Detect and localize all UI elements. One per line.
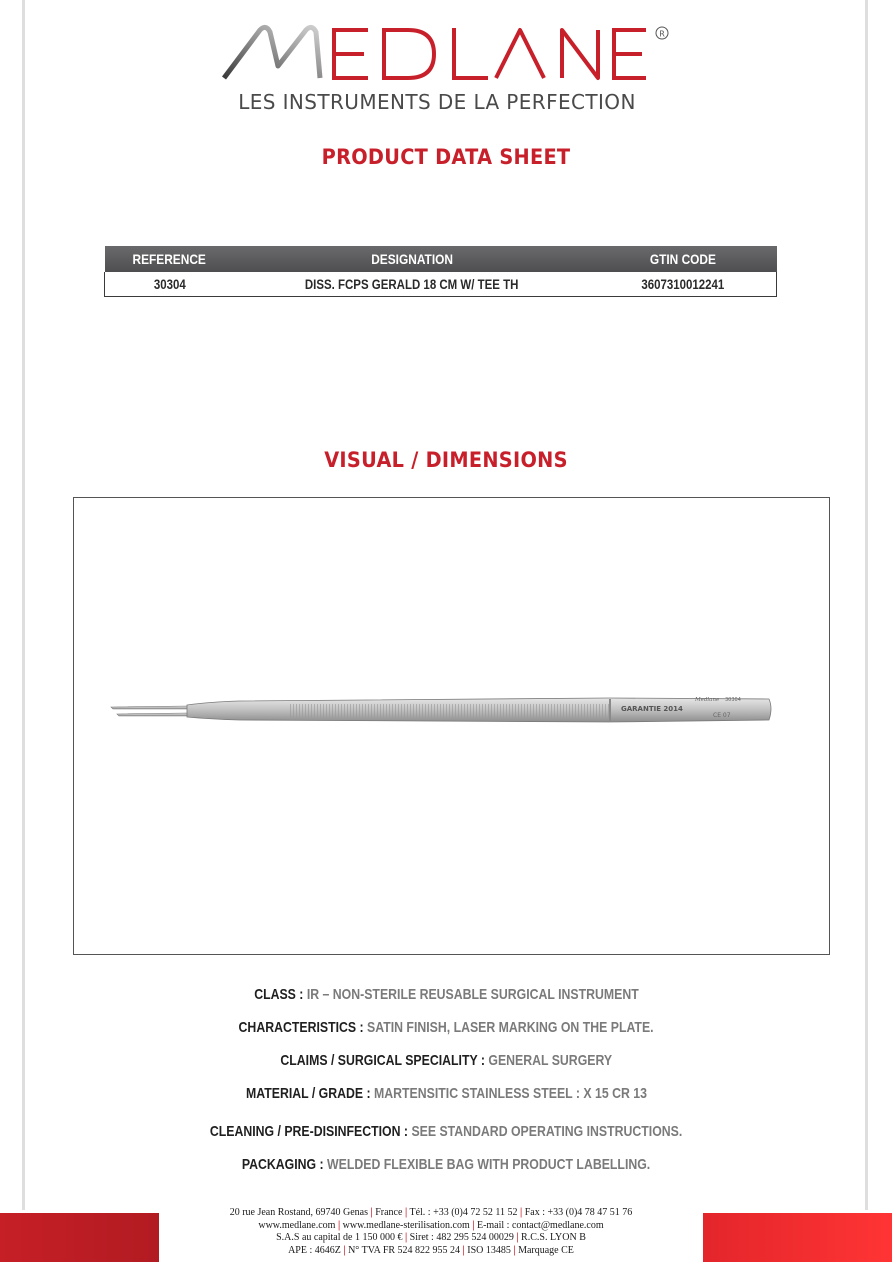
brand-tagline: LES INSTRUMENTS DE LA PERFECTION xyxy=(238,90,636,114)
medlane-wordmark-logo xyxy=(222,22,672,84)
reference-table xyxy=(104,246,777,297)
header-reference: REFERENCE xyxy=(105,246,235,272)
visual-dimensions-title: VISUAL / DIMENSIONS xyxy=(324,448,568,472)
brand-logo xyxy=(222,22,672,114)
footer-email-link[interactable]: E-mail : contact@medlane.com xyxy=(476,1219,604,1231)
footer-line-legal: S.A.S au capital de 1 150 000 € | Siret : 482 295 524 00029 | R.C.S. LYON B xyxy=(276,1232,586,1243)
sheet-title: PRODUCT DATA SHEET xyxy=(321,145,571,169)
instrument-ref-marking: 30304 xyxy=(725,697,741,703)
header-gtin-code: GTIN CODE xyxy=(590,246,777,272)
spec-class: CLASS : IR – NON-STERILE REUSABLE SURGICAL INSTRUMENT xyxy=(253,986,639,1003)
footer-sterilisation-link[interactable]: www.medlane-sterilisation.com xyxy=(342,1219,470,1231)
header-designation: DESIGNATION xyxy=(235,246,590,272)
footer-red-bar-right xyxy=(703,1213,892,1262)
forceps-instrument-image xyxy=(109,688,774,738)
instrument-warranty-marking: GARANTIE 2014 xyxy=(621,705,683,713)
footer-line-certifications: APE : 4646Z | N° TVA FR 524 822 955 24 | ISO 13485 | Marquage CE xyxy=(288,1244,574,1256)
cell-gtin-code: 3607310012241 xyxy=(590,272,777,297)
footer-line-address: 20 rue Jean Rostand, 69740 Genas | France | Tél. : +33 (0)4 72 52 11 52 | Fax : +33 (0)4 78 47 51 76 xyxy=(229,1207,633,1218)
svg-text:R: R xyxy=(659,29,665,39)
cell-designation: DISS. FCPS GERALD 18 CM W/ TEE TH xyxy=(235,272,590,297)
spec-material: MATERIAL / GRADE : MARTENSITIC STAINLESS STEEL : X 15 CR 13 xyxy=(245,1085,647,1102)
spec-characteristics: CHARACTERISTICS : SATIN FINISH, LASER MARKING ON THE PLATE. xyxy=(238,1019,654,1036)
product-visual-frame xyxy=(73,497,830,955)
table-row xyxy=(105,272,777,297)
instrument-ce-marking: CE 07 xyxy=(713,712,731,719)
footer-red-bar-left xyxy=(0,1213,159,1262)
spec-packaging: PACKAGING : WELDED FLEXIBLE BAG WITH PRODUCT LABELLING. xyxy=(241,1156,651,1173)
footer-line-web: www.medlane.com | www.medlane-sterilisation.com | E-mail : contact@medlane.com xyxy=(258,1219,604,1231)
cell-reference: 30304 xyxy=(105,272,235,297)
spec-claims: CLAIMS / SURGICAL SPECIALITY : GENERAL SURGERY xyxy=(280,1052,612,1069)
footer-website-link[interactable]: www.medlane.com xyxy=(258,1219,336,1231)
reference-table-header xyxy=(105,246,777,272)
spec-cleaning: CLEANING / PRE-DISINFECTION : SEE STANDARD OPERATING INSTRUCTIONS. xyxy=(209,1123,683,1140)
footer-company-info xyxy=(170,1207,692,1257)
instrument-brand-marking: Medlane xyxy=(695,697,720,703)
